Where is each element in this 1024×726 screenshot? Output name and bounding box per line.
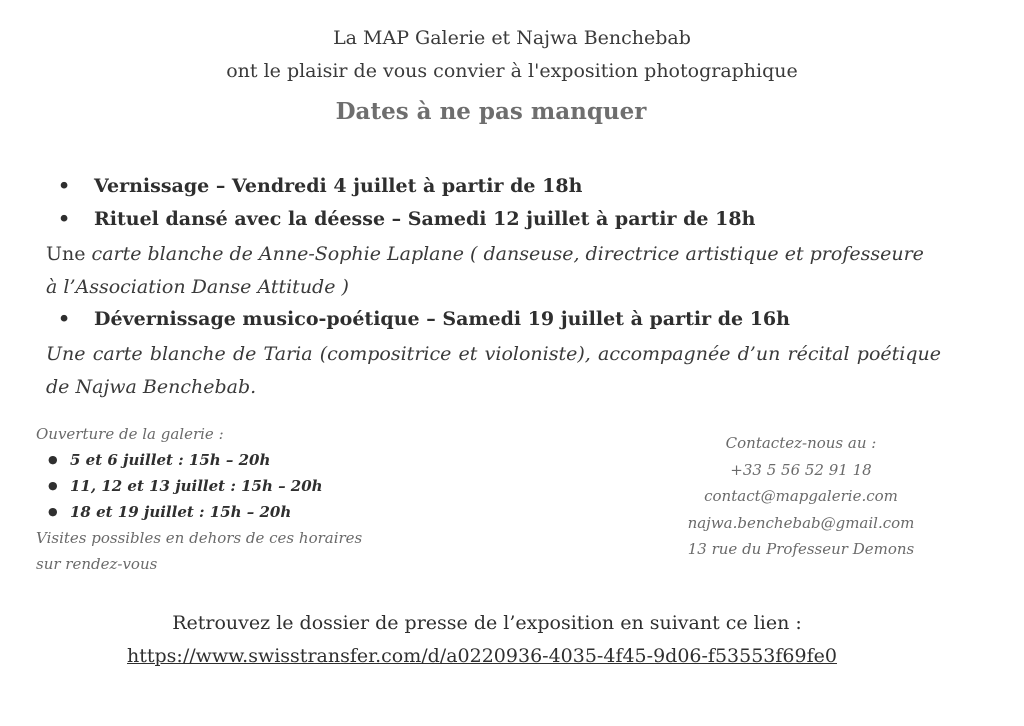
visits-note-line-2: sur rendez-vous — [36, 555, 158, 573]
contact-label: Contactez-nous au : — [725, 434, 877, 452]
event-vernissage — [58, 175, 582, 197]
bullet-icon: • — [58, 175, 71, 197]
invitation-line-2: ont le plaisir de vous convier à l'exposition photographique — [226, 60, 798, 82]
bullet-icon: ● — [48, 479, 58, 492]
opening-day: ● 11, 12 et 13 juillet : 15h – 20h — [36, 473, 362, 499]
contact-address: 13 rue du Professeur Demons — [687, 540, 915, 558]
invitation-line-1: La MAP Galerie et Najwa Benchebab — [333, 27, 691, 49]
opening-hours — [36, 421, 362, 577]
event-rituel-description — [46, 238, 941, 304]
bullet-icon: • — [58, 208, 71, 230]
contact-block — [640, 430, 962, 563]
opening-day: ● 5 et 6 juillet : 15h – 20h — [36, 447, 362, 473]
description-text: carte blanche de Anne-Sophie Laplane ( danseuse, directrice artistique et professeure à l’Association Danse Attitude ) — [46, 243, 924, 298]
bullet-icon: ● — [48, 453, 58, 466]
bullet-icon: ● — [48, 505, 58, 518]
page-subtitle: Dates à ne pas manquer — [335, 98, 647, 125]
opening-day: ● 18 et 19 juillet : 15h – 20h — [36, 499, 362, 525]
contact-email-gallery: contact@mapgalerie.com — [704, 487, 898, 505]
event-devernissage-description: Une carte blanche de Taria (compositrice et violoniste), accompagnée d’un récital poétique de Najwa Benchebab. — [46, 343, 941, 398]
event-rituel-danse — [58, 208, 755, 230]
visits-note-line-1: Visites possibles en dehors de ces horaires — [36, 529, 363, 547]
press-kit-text: Retrouvez le dossier de presse de l’exposition en suivant ce lien : — [172, 612, 802, 634]
description-prefix: Une — [46, 243, 92, 265]
bullet-icon: • — [58, 308, 71, 330]
contact-phone: +33 5 56 52 91 18 — [730, 460, 872, 479]
event-devernissage — [58, 308, 790, 330]
press-kit-link[interactable]: https://www.swisstransfer.com/d/a0220936-4035-4f45-9d06-f53553f69fe0 — [127, 645, 837, 667]
opening-hours-label: Ouverture de la galerie : — [36, 425, 224, 443]
event-title: Vernissage – Vendredi 4 juillet à partir de 18h — [94, 175, 583, 197]
event-title: Dévernissage musico-poétique – Samedi 19 juillet à partir de 16h — [94, 308, 790, 330]
event-title: Rituel dansé avec la déesse – Samedi 12 juillet à partir de 18h — [94, 208, 756, 230]
contact-email-artist: najwa.benchebab@gmail.com — [687, 513, 915, 532]
